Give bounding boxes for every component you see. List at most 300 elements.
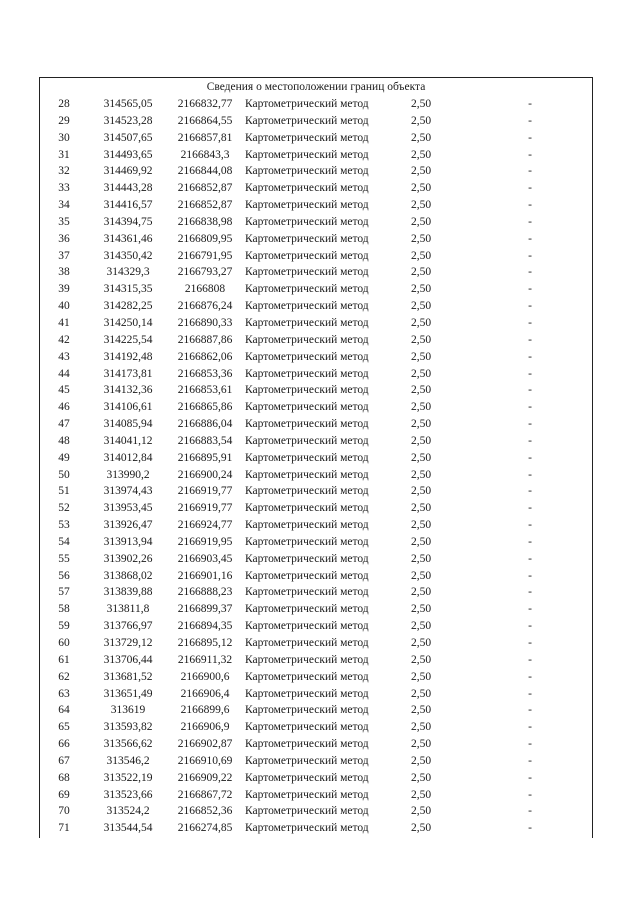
point-description: - [528,283,532,296]
determination-method: Картометрический метод [245,670,369,683]
determination-method: Картометрический метод [245,569,369,582]
accuracy-value: 2,50 [410,771,432,784]
coordinate-y: 2166852,36 [177,805,233,818]
coordinate-x: 313522,19 [103,771,153,784]
accuracy-value: 2,50 [410,637,432,649]
coordinate-x: 314132,36 [103,384,153,397]
coordinate-y: 2166902,87 [177,738,233,751]
determination-method: Картометрический метод [245,788,369,801]
coordinate-y: 2166857,81 [177,131,233,144]
coordinate-y: 2166895,12 [177,637,233,649]
table-row [40,113,592,130]
coordinate-x: 314361,46 [103,232,153,245]
determination-method: Картометрический метод [245,620,369,633]
table-row [40,719,592,736]
table-row [40,264,592,281]
point-number: 61 [58,653,70,666]
point-description: - [528,738,532,751]
point-description: - [528,653,532,666]
point-number: 42 [58,333,70,346]
accuracy-value: 2,50 [410,822,432,835]
coordinate-x: 314085,94 [103,418,153,431]
accuracy-value: 2,50 [410,283,432,296]
determination-method: Картометрический метод [245,485,369,498]
coordinate-y: 2166888,23 [177,586,233,599]
coordinate-y: 2166843,3 [180,148,230,161]
coordinate-x: 314012,84 [103,451,153,464]
coordinate-x: 313523,66 [103,788,153,801]
point-number: 31 [58,148,70,161]
table-row [40,820,592,837]
point-description: - [528,721,532,734]
coordinate-y: 2166911,32 [177,653,233,666]
determination-method: Картометрический метод [245,182,369,195]
point-number: 70 [58,805,70,818]
determination-method: Картометрический метод [245,148,369,161]
coordinate-y: 2166887,86 [177,333,233,346]
coordinate-x: 313524,2 [106,805,150,818]
table-row [40,686,592,703]
table-row [40,500,592,517]
accuracy-value: 2,50 [410,468,432,481]
accuracy-value: 2,50 [410,552,432,565]
point-number: 53 [58,519,70,532]
point-description: - [528,502,532,515]
coordinate-y: 2166899,6 [180,704,230,717]
determination-method: Картометрический метод [245,333,369,346]
determination-method: Картометрический метод [245,300,369,313]
accuracy-value: 2,50 [410,485,432,498]
point-number: 67 [58,754,70,767]
point-description: - [528,670,532,683]
point-description: - [528,333,532,346]
coordinate-y: 2166910,69 [177,754,233,767]
point-description: - [528,805,532,818]
point-description: - [528,316,532,329]
accuracy-value: 2,50 [410,148,432,161]
point-description: - [528,215,532,228]
table-row [40,349,592,366]
point-number: 32 [58,165,70,178]
coordinate-x: 313913,94 [103,535,153,548]
coordinate-y: 2166906,9 [180,721,230,734]
coordinate-x: 314225,54 [103,333,153,346]
point-number: 69 [58,788,70,801]
table-row [40,231,592,248]
accuracy-value: 2,50 [410,586,432,599]
accuracy-value: 2,50 [410,98,432,110]
coordinate-x: 313729,12 [103,637,153,649]
table-row [40,568,592,585]
accuracy-value: 2,50 [410,754,432,767]
point-description: - [528,148,532,161]
determination-method: Картометрический метод [245,199,369,212]
accuracy-value: 2,50 [410,788,432,801]
coordinate-x: 314192,48 [103,350,153,363]
point-number: 68 [58,771,70,784]
point-number: 44 [58,367,70,380]
determination-method: Картометрический метод [245,384,369,397]
accuracy-value: 2,50 [410,199,432,212]
table-row [40,214,592,231]
table-row [40,298,592,315]
coordinate-x: 314507,65 [103,131,153,144]
point-description: - [528,249,532,262]
table-row [40,180,592,197]
point-description: - [528,350,532,363]
accuracy-value: 2,50 [410,670,432,683]
table-row [40,787,592,804]
accuracy-value: 2,50 [410,266,432,279]
accuracy-value: 2,50 [410,333,432,346]
point-description: - [528,434,532,447]
point-description: - [528,535,532,548]
coordinate-x: 314350,42 [103,249,153,262]
determination-method: Картометрический метод [245,283,369,296]
determination-method: Картометрический метод [245,704,369,717]
determination-method: Картометрический метод [245,367,369,380]
point-number: 29 [58,114,70,127]
table-row [40,416,592,433]
coordinate-x: 313811,8 [106,603,150,616]
table-row [40,770,592,787]
determination-method: Картометрический метод [245,653,369,666]
accuracy-value: 2,50 [410,519,432,532]
point-description: - [528,771,532,784]
coordinate-x: 313953,45 [103,502,153,515]
coordinate-y: 2166852,87 [177,199,233,212]
point-description: - [528,98,532,110]
coordinate-y: 2166900,6 [180,670,230,683]
accuracy-value: 2,50 [410,569,432,582]
accuracy-value: 2,50 [410,535,432,548]
coordinate-y: 2166844,08 [177,165,233,178]
coordinate-x: 313681,52 [103,670,153,683]
point-number: 30 [58,131,70,144]
determination-method: Картометрический метод [245,114,369,127]
determination-method: Картометрический метод [245,232,369,245]
point-description: - [528,232,532,245]
table-row [40,433,592,450]
point-description: - [528,468,532,481]
table-row [40,366,592,383]
accuracy-value: 2,50 [410,451,432,464]
table-row [40,702,592,719]
table-row [40,669,592,686]
table-row [40,399,592,416]
table-row [40,281,592,298]
coordinate-y: 2166919,77 [177,502,233,515]
table-row [40,753,592,770]
coordinate-x: 313868,02 [103,569,153,582]
point-description: - [528,384,532,397]
determination-method: Картометрический метод [245,552,369,565]
coordinate-x: 313706,44 [103,653,153,666]
coordinate-y: 2166919,95 [177,535,233,548]
coordinate-y: 2166809,95 [177,232,233,245]
point-number: 60 [58,637,70,649]
table-row [40,534,592,551]
point-description: - [528,637,532,649]
coordinate-x: 313766,97 [103,620,153,633]
coordinate-x: 313544,54 [103,822,153,835]
coordinate-y: 2166793,27 [177,266,233,279]
determination-method: Картометрический метод [245,418,369,431]
point-description: - [528,552,532,565]
coordinate-y: 2166867,72 [177,788,233,801]
table-row [40,601,592,618]
accuracy-value: 2,50 [410,367,432,380]
accuracy-value: 2,50 [410,418,432,431]
point-number: 59 [58,620,70,633]
coordinate-x: 313593,82 [103,721,153,734]
coordinate-x: 313902,26 [103,552,153,565]
table-row [40,96,592,113]
point-number: 40 [58,300,70,313]
coordinate-x: 314394,75 [103,215,153,228]
point-number: 51 [58,485,70,498]
coordinate-x: 314106,61 [103,401,153,414]
accuracy-value: 2,50 [410,316,432,329]
coordinate-x: 314315,35 [103,283,153,296]
determination-method: Картометрический метод [245,131,369,144]
coordinate-y: 2166838,98 [177,215,233,228]
accuracy-value: 2,50 [410,300,432,313]
table-row [40,450,592,467]
point-number: 54 [58,535,70,548]
point-number: 34 [58,199,70,212]
point-number: 35 [58,215,70,228]
accuracy-value: 2,50 [410,805,432,818]
coordinate-y: 2166895,91 [177,451,233,464]
coordinate-y: 2166852,87 [177,182,233,195]
point-number: 37 [58,249,70,262]
table-row [40,517,592,534]
point-description: - [528,620,532,633]
determination-method: Картометрический метод [245,401,369,414]
determination-method: Картометрический метод [245,822,369,835]
point-description: - [528,687,532,700]
coordinate-y: 2166862,06 [177,350,233,363]
determination-method: Картометрический метод [245,771,369,784]
determination-method: Картометрический метод [245,350,369,363]
determination-method: Картометрический метод [245,721,369,734]
determination-method: Картометрический метод [245,165,369,178]
point-description: - [528,266,532,279]
point-number: 39 [58,283,70,296]
coordinate-y: 2166864,55 [177,114,233,127]
coordinate-y: 2166853,36 [177,367,233,380]
point-description: - [528,754,532,767]
point-description: - [528,569,532,582]
coordinate-y: 2166906,4 [180,687,230,700]
accuracy-value: 2,50 [410,131,432,144]
point-number: 28 [58,98,70,110]
coordinate-x: 313974,43 [103,485,153,498]
accuracy-value: 2,50 [410,182,432,195]
coordinate-y: 2166876,24 [177,300,233,313]
determination-method: Картометрический метод [245,468,369,481]
table-row [40,248,592,265]
coordinate-y: 2166808 [184,283,226,296]
table-row [40,332,592,349]
accuracy-value: 2,50 [410,653,432,666]
determination-method: Картометрический метод [245,266,369,279]
accuracy-value: 2,50 [410,401,432,414]
determination-method: Картометрический метод [245,98,369,110]
accuracy-value: 2,50 [410,738,432,751]
table-row [40,163,592,180]
coordinate-x: 313619 [110,704,146,717]
point-description: - [528,114,532,127]
point-description: - [528,603,532,616]
table-row [40,467,592,484]
coordinate-x: 314173,81 [103,367,153,380]
point-number: 63 [58,687,70,700]
point-description: - [528,704,532,717]
point-number: 62 [58,670,70,683]
coordinate-x: 314329,3 [106,266,150,279]
accuracy-value: 2,50 [410,384,432,397]
point-description: - [528,367,532,380]
coordinate-x: 314493,65 [103,148,153,161]
determination-method: Картометрический метод [245,637,369,649]
coordinate-x: 314565,05 [103,98,153,110]
table-row [40,635,592,652]
determination-method: Картометрический метод [245,502,369,515]
point-number: 58 [58,603,70,616]
accuracy-value: 2,50 [410,434,432,447]
coordinate-y: 2166886,04 [177,418,233,431]
determination-method: Картометрический метод [245,805,369,818]
accuracy-value: 2,50 [410,232,432,245]
determination-method: Картометрический метод [245,586,369,599]
accuracy-value: 2,50 [410,687,432,700]
point-number: 49 [58,451,70,464]
boundary-table [39,77,593,838]
table-row [40,483,592,500]
accuracy-value: 2,50 [410,620,432,633]
point-number: 43 [58,350,70,363]
coordinate-y: 2166919,77 [177,485,233,498]
accuracy-value: 2,50 [410,114,432,127]
coordinate-x: 313651,49 [103,687,153,700]
accuracy-value: 2,50 [410,249,432,262]
coordinate-y: 2166791,95 [177,249,233,262]
point-description: - [528,401,532,414]
table-row [40,618,592,635]
accuracy-value: 2,50 [410,215,432,228]
point-number: 38 [58,266,70,279]
coordinate-y: 2166274,85 [177,822,233,835]
determination-method: Картометрический метод [245,215,369,228]
coordinate-x: 314523,28 [103,114,153,127]
point-description: - [528,451,532,464]
coordinate-x: 314282,25 [103,300,153,313]
point-number: 48 [58,434,70,447]
point-number: 36 [58,232,70,245]
point-number: 33 [58,182,70,195]
coordinate-y: 2166901,16 [177,569,233,582]
accuracy-value: 2,50 [410,165,432,178]
point-number: 41 [58,316,70,329]
coordinate-y: 2166899,37 [177,603,233,616]
point-description: - [528,300,532,313]
point-description: - [528,131,532,144]
point-number: 66 [58,738,70,751]
coordinate-x: 313839,88 [103,586,153,599]
table-row [40,197,592,214]
point-number: 55 [58,552,70,565]
accuracy-value: 2,50 [410,350,432,363]
point-number: 45 [58,384,70,397]
point-number: 64 [58,704,70,717]
coordinate-x: 314416,57 [103,199,153,212]
coordinate-x: 314469,92 [103,165,153,178]
determination-method: Картометрический метод [245,754,369,767]
table-row [40,147,592,164]
table-row [40,736,592,753]
coordinate-y: 2166832,77 [177,98,233,110]
coordinate-y: 2166900,24 [177,468,233,481]
point-number: 71 [58,822,70,835]
point-description: - [528,165,532,178]
accuracy-value: 2,50 [410,502,432,515]
determination-method: Картометрический метод [245,249,369,262]
coordinate-y: 2166924,77 [177,519,233,532]
coordinate-y: 2166894,35 [177,620,233,633]
coordinate-y: 2166853,61 [177,384,233,397]
point-number: 57 [58,586,70,599]
point-description: - [528,485,532,498]
coordinate-y: 2166909,22 [177,771,233,784]
determination-method: Картометрический метод [245,535,369,548]
point-number: 56 [58,569,70,582]
coordinate-x: 313926,47 [103,519,153,532]
table-row [40,551,592,568]
determination-method: Картометрический метод [245,451,369,464]
point-description: - [528,822,532,835]
coordinate-x: 314443,28 [103,182,153,195]
point-description: - [528,519,532,532]
determination-method: Картометрический метод [245,434,369,447]
coordinate-x: 313990,2 [106,468,150,481]
point-description: - [528,788,532,801]
point-description: - [528,182,532,195]
table-row [40,315,592,332]
coordinate-y: 2166865,86 [177,401,233,414]
accuracy-value: 2,50 [410,603,432,616]
accuracy-value: 2,50 [410,704,432,717]
point-number: 46 [58,401,70,414]
point-description: - [528,586,532,599]
point-number: 47 [58,418,70,431]
point-number: 52 [58,502,70,515]
accuracy-value: 2,50 [410,721,432,734]
table-row [40,584,592,601]
point-description: - [528,199,532,212]
coordinate-x: 314250,14 [103,316,153,329]
table-row [40,382,592,399]
coordinate-y: 2166903,45 [177,552,233,565]
coordinate-y: 2166883,54 [177,434,233,447]
coordinate-y: 2166890,33 [177,316,233,329]
table-row [40,803,592,820]
point-number: 65 [58,721,70,734]
determination-method: Картометрический метод [245,316,369,329]
determination-method: Картометрический метод [245,738,369,751]
determination-method: Картометрический метод [245,687,369,700]
